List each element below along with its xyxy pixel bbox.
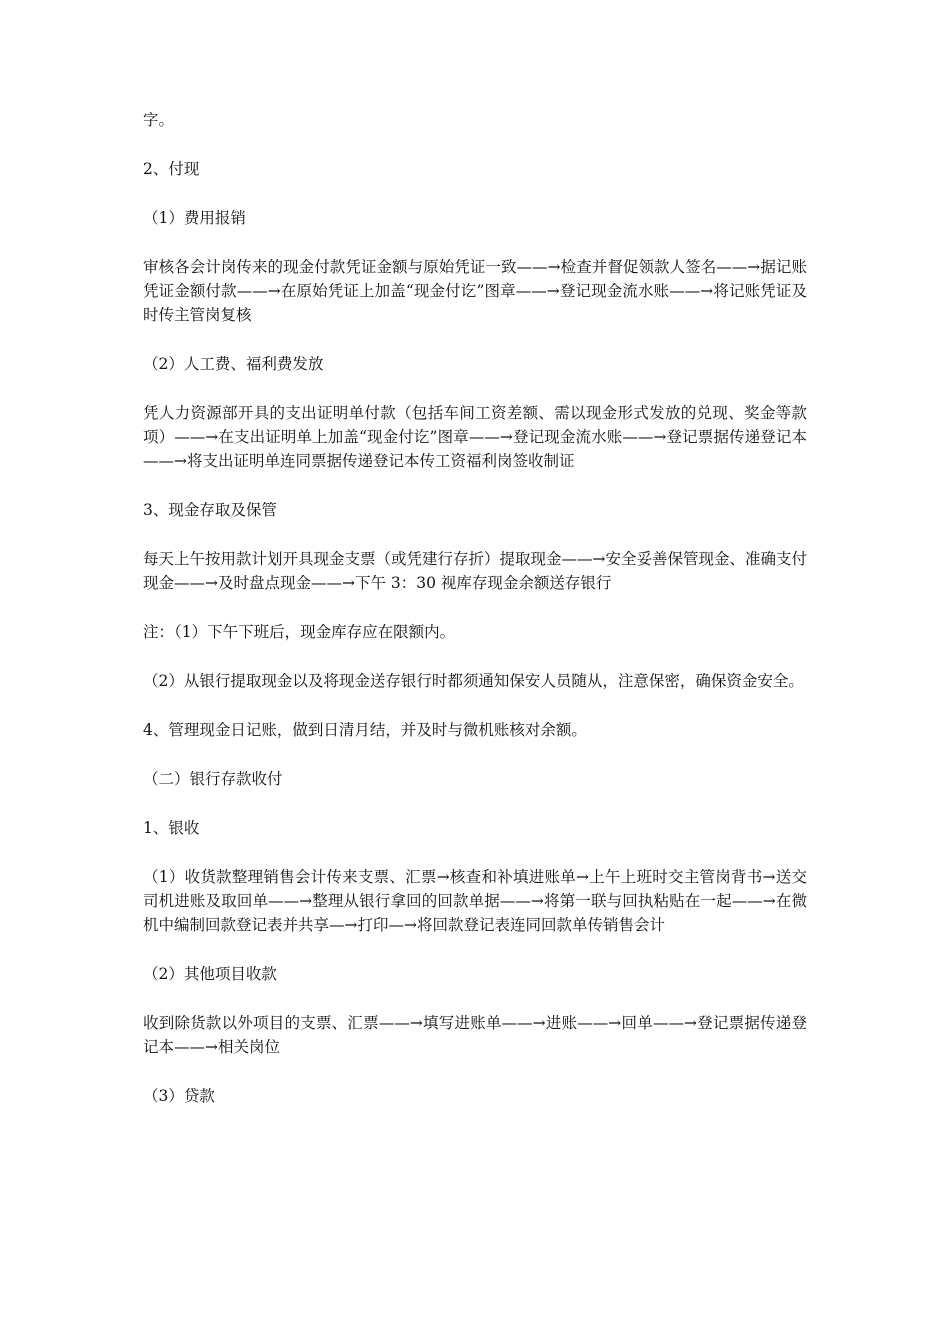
paragraph-note-1: 注：（1）下午下班后，现金库存应在限额内。 — [143, 623, 456, 641]
document-page — [143, 108, 807, 1133]
heading-cash-journal: 4、管理现金日记账，做到日清月结，并及时与微机账核对余额。 — [143, 721, 587, 739]
heading-cash-storage: 3、现金存取及保管 — [143, 501, 277, 519]
heading-other-receipts: （2）其他项目收款 — [143, 965, 277, 983]
heading-labor-welfare: （2）人工费、福利费发放 — [143, 355, 324, 373]
paragraph-expense-process: 审核各会计岗传来的现金付款凭证金额与原始凭证一致——→检查并督促领款人签名——→据记账凭证金额付款——→在原始凭证上加盖“现金付讫”图章——→登记现金流水账——→将记账凭证及时传主管岗复核 — [143, 258, 807, 324]
heading-bank-receipts: 1、银收 — [143, 819, 200, 837]
paragraph-labor-process: 凭人力资源部开具的支出证明单付款（包括车间工资差额、需以现金形式发放的兑现、奖金等款项）——→在支出证明单上加盖“现金付讫”图章——→登记现金流水账——→登记票据传递登记本——→将支出证明单连同票据传递登记本传工资福利岗签收制证 — [143, 404, 807, 470]
heading-loans: （3）贷款 — [143, 1087, 215, 1105]
paragraph-receipts-process: （1）收货款整理销售会计传来支票、汇票→核查和补填进账单→上午上班时交主管岗背书→送交司机进账及取回单——→整理从银行拿回的回款单据——→将第一联与回执粘贴在一起——→在微机中编制回款登记表并共享—→打印—→将回款登记表连同回款单传销售会计 — [143, 868, 807, 934]
heading-bank-deposits: （二）银行存款收付 — [143, 770, 283, 788]
paragraph-cash-process: 每天上午按用款计划开具现金支票（或凭建行存折）提取现金——→安全妥善保管现金、准确支付现金——→及时盘点现金——→下午 3：30 视库存现金余额送存银行 — [143, 550, 807, 592]
paragraph-continuation: 字。 — [143, 111, 175, 129]
paragraph-note-2: （2）从银行提取现金以及将现金送存银行时都须通知保安人员随从，注意保密，确保资金安全。 — [143, 672, 804, 690]
paragraph-other-receipts-process: 收到除货款以外项目的支票、汇票——→填写进账单——→进账——→回单——→登记票据传递登记本——→相关岗位 — [143, 1014, 807, 1056]
heading-expense-reimbursement: （1）费用报销 — [143, 209, 246, 227]
heading-payment: 2、付现 — [143, 160, 200, 178]
